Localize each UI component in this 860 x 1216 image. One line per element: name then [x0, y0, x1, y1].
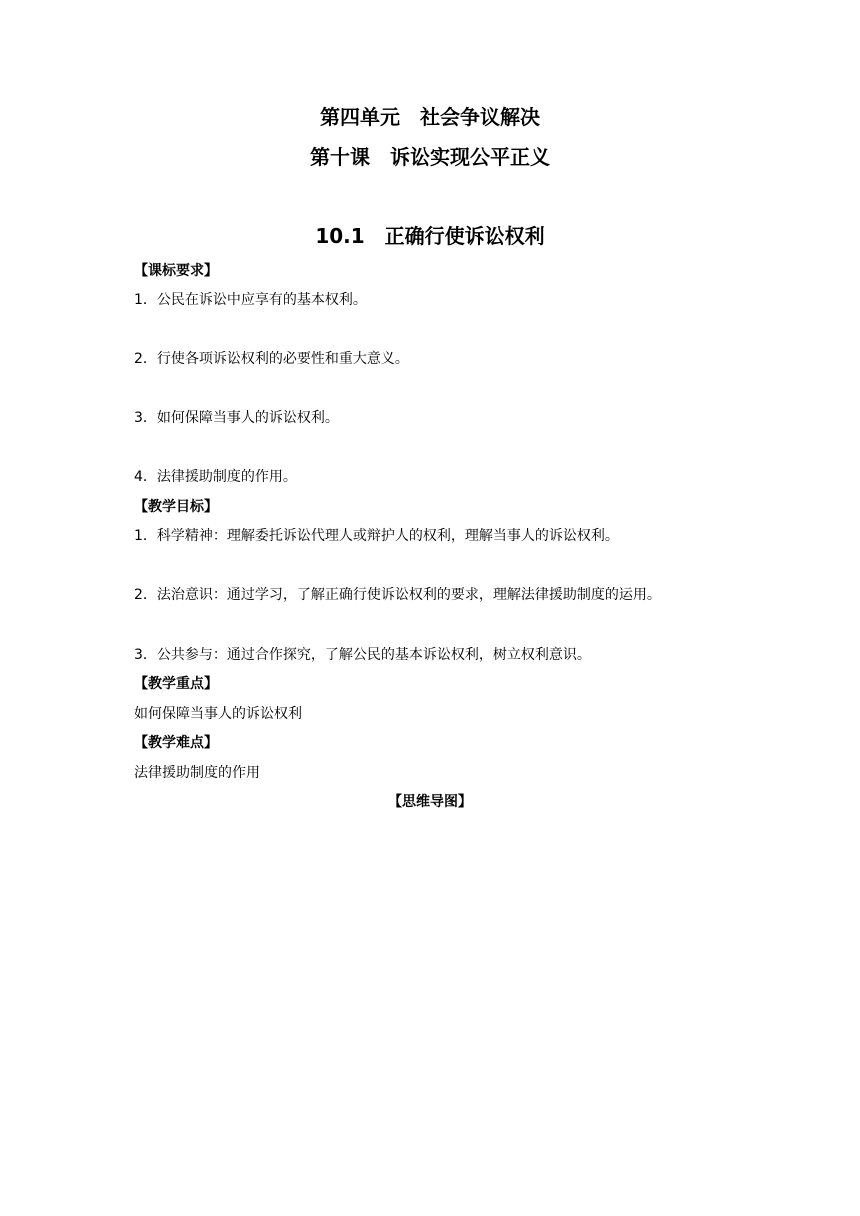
- difficulty-heading: 【教学难点】: [134, 735, 218, 751]
- standards-item-1: 1．公民在诉讼中应享有的基本权利。: [134, 292, 367, 308]
- lesson-title: 第十课 诉讼实现公平正义: [310, 145, 550, 169]
- mind-map-heading: 【思维导图】: [388, 794, 472, 810]
- key-point-heading: 【教学重点】: [134, 676, 218, 692]
- standards-heading: 【课标要求】: [134, 263, 218, 279]
- standards-item-2: 2．行使各项诉讼权利的必要性和重大意义。: [134, 351, 409, 367]
- objectives-item-2: 2．法治意识：通过学习，了解正确行使诉讼权利的要求，理解法律援助制度的运用。: [134, 587, 661, 603]
- standards-item-4: 4．法律援助制度的作用。: [134, 469, 297, 485]
- objectives-item-1: 1．科学精神：理解委托诉讼代理人或辩护人的权利，理解当事人的诉讼权利。: [134, 528, 619, 544]
- unit-title: 第四单元 社会争议解决: [320, 105, 540, 129]
- objectives-heading: 【教学目标】: [134, 499, 218, 515]
- objectives-item-3: 3．公共参与：通过合作探究，了解公民的基本诉讼权利，树立权利意识。: [134, 647, 591, 663]
- difficulty-text: 法律援助制度的作用: [134, 765, 260, 781]
- standards-item-3: 3．如何保障当事人的诉讼权利。: [134, 410, 339, 426]
- key-point-text: 如何保障当事人的诉讼权利: [134, 706, 302, 722]
- section-title: 10.1 正确行使诉讼权利: [315, 224, 545, 248]
